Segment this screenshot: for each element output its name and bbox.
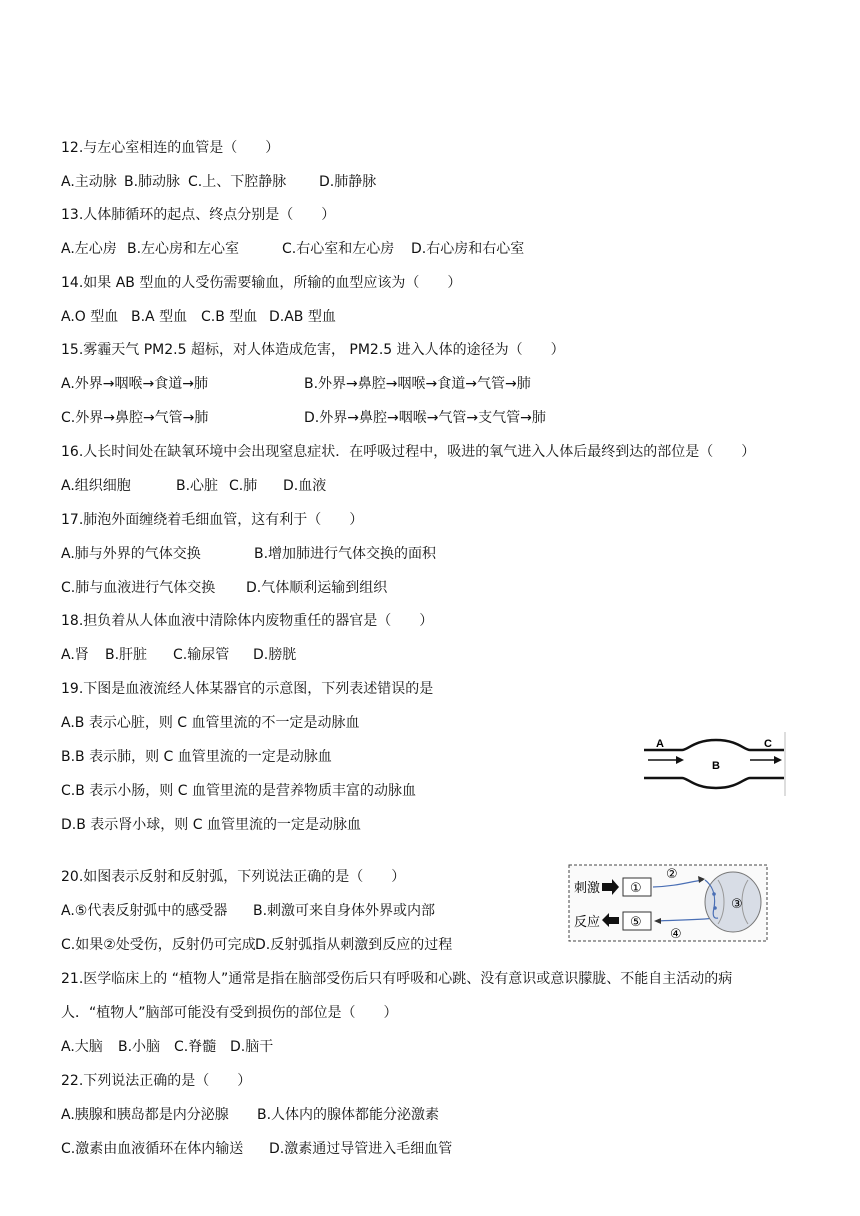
- option-b: B.心脏: [176, 478, 219, 494]
- option-a: A.O 型血: [61, 309, 119, 325]
- option-a: A.组织细胞: [61, 478, 131, 494]
- option-b: B.肝脏: [105, 647, 148, 663]
- option-b: B.A 型血: [131, 309, 188, 325]
- question-22-options-cd: [61, 1139, 452, 1159]
- option-b: B.B 表示肺，则 C 血管里流的一定是动脉血: [61, 749, 332, 765]
- option-c: C.肺: [229, 478, 258, 494]
- option-c: C.脊髓: [174, 1039, 217, 1055]
- question-20-options-ab: [61, 901, 435, 921]
- option-b: B.左心房和左心室: [127, 241, 240, 257]
- option-b: B.增加肺进行气体交换的面积: [254, 546, 437, 562]
- option-c: C.右心室和左心房: [282, 241, 395, 257]
- option-a: A.大脑: [61, 1039, 103, 1055]
- question-17-options-cd: [61, 578, 387, 598]
- option-a: A.⑤代表反射弧中的感受器: [61, 903, 228, 919]
- center-number: ③: [731, 897, 743, 912]
- option-c: C.B 表示小肠，则 C 血管里流的是营养物质丰富的动脉血: [61, 783, 416, 799]
- effector-number: ⑤: [630, 915, 642, 930]
- option-b: B.肺动脉: [124, 174, 181, 190]
- option-d: D.膀胱: [253, 647, 297, 663]
- option-c: C.肺与血液进行气体交换: [61, 580, 216, 596]
- option-a: A.肾: [61, 647, 89, 663]
- question-21-stem-line1: 21.医学临床上的 “植物人”通常是指在脑部受伤后只有呼吸和心跳、没有意识或意识朦胧、不能自主活动的病: [61, 971, 733, 987]
- option-c: C.如果②处受伤，反射仍可完成: [61, 937, 256, 953]
- option-c: C.激素由血液循环在体内输送: [61, 1141, 244, 1157]
- question-12-options: [61, 172, 376, 192]
- label-a: A: [656, 738, 664, 750]
- stimulus-label: 刺激: [574, 881, 601, 896]
- option-a: A.B 表示心脏，则 C 血管里流的不一定是动脉血: [61, 715, 360, 731]
- option-b: B.人体内的腺体都能分泌激素: [257, 1107, 440, 1123]
- question-17-stem: 17.肺泡外面缠绕着毛细血管，这有利于（ ）: [61, 512, 364, 528]
- afferent-number: ②: [666, 867, 678, 882]
- option-c: C.输尿管: [173, 647, 230, 663]
- option-d: D.激素通过导管进入毛细血管: [269, 1141, 453, 1157]
- option-d: D.脑干: [230, 1039, 274, 1055]
- question-13-options: [61, 239, 524, 259]
- question-15-stem: 15.雾霾天气 PM2.5 超标，对人体造成危害， PM2.5 进入人体的途径为（ ）: [61, 342, 565, 358]
- option-b: B.小脑: [118, 1039, 161, 1055]
- question-15-options-ab: [61, 374, 531, 394]
- question-18-stem: 18.担负着从人体血液中清除体内废物重任的器官是（ ）: [61, 613, 434, 629]
- option-a: A.外界→咽喉→食道→肺: [61, 376, 208, 392]
- question-16-options: [61, 476, 326, 496]
- question-20-stem: 20.如图表示反射和反射弧，下列说法正确的是（ ）: [61, 869, 406, 885]
- option-c: C.外界→鼻腔→气管→肺: [61, 410, 209, 426]
- option-d: D.血液: [283, 478, 327, 494]
- question-12-stem: 12.与左心室相连的血管是（ ）: [61, 140, 280, 156]
- question-22-options-ab: [61, 1105, 439, 1125]
- question-17-options-ab: [61, 544, 436, 564]
- option-d: D.右心房和右心室: [411, 241, 525, 257]
- option-a: A.胰腺和胰岛都是内分泌腺: [61, 1107, 229, 1123]
- receptor-number: ①: [630, 881, 642, 896]
- question-21-stem-line2: 人．“植物人”脑部可能没有受到损伤的部位是（ ）: [61, 1005, 398, 1021]
- option-a: A.左心房: [61, 241, 117, 257]
- label-c: C: [764, 738, 772, 750]
- question-16-stem: 16.人长时间处在缺氧环境中会出现窒息症状．在呼吸过程中，吸进的氧气进入人体后最终到达的部位是（ ）: [61, 444, 756, 460]
- question-14-stem: 14.如果 AB 型血的人受伤需要输血，所输的血型应该为（ ）: [61, 275, 462, 291]
- question-18-options: [61, 645, 296, 665]
- option-b: B.外界→鼻腔→咽喉→食道→气管→肺: [304, 376, 531, 392]
- response-label: 反应: [574, 915, 601, 930]
- question-13-stem: 13.人体肺循环的起点、终点分别是（ ）: [61, 207, 336, 223]
- question-20-options-cd: [61, 935, 452, 955]
- option-d: D.B 表示肾小球，则 C 血管里流的一定是动脉血: [61, 817, 361, 833]
- blood-flow-organ-diagram: [644, 728, 788, 796]
- question-15-options-cd: [61, 408, 546, 428]
- option-c: C.上、下腔静脉: [188, 174, 287, 190]
- option-a: A.主动脉: [61, 174, 117, 190]
- option-a: A.肺与外界的气体交换: [61, 546, 201, 562]
- option-d: D.气体顺利运输到组织: [246, 580, 388, 596]
- option-b: B.刺激可来自身体外界或内部: [253, 903, 436, 919]
- option-c: C.B 型血: [201, 309, 258, 325]
- label-b: B: [712, 760, 720, 772]
- option-d: D.反射弧指从刺激到反应的过程: [255, 937, 453, 953]
- question-21-options: [61, 1037, 273, 1057]
- question-22-stem: 22.下列说法正确的是（ ）: [61, 1073, 252, 1089]
- question-14-options: [61, 307, 336, 327]
- question-19-stem: 19.下图是血液流经人体某器官的示意图，下列表述错误的是: [61, 681, 434, 697]
- option-d: D.肺静脉: [319, 174, 377, 190]
- efferent-number: ④: [670, 927, 682, 942]
- reflex-arc-diagram: [568, 864, 768, 942]
- option-d: D.AB 型血: [269, 309, 336, 325]
- option-d: D.外界→鼻腔→咽喉→气管→支气管→肺: [304, 410, 546, 426]
